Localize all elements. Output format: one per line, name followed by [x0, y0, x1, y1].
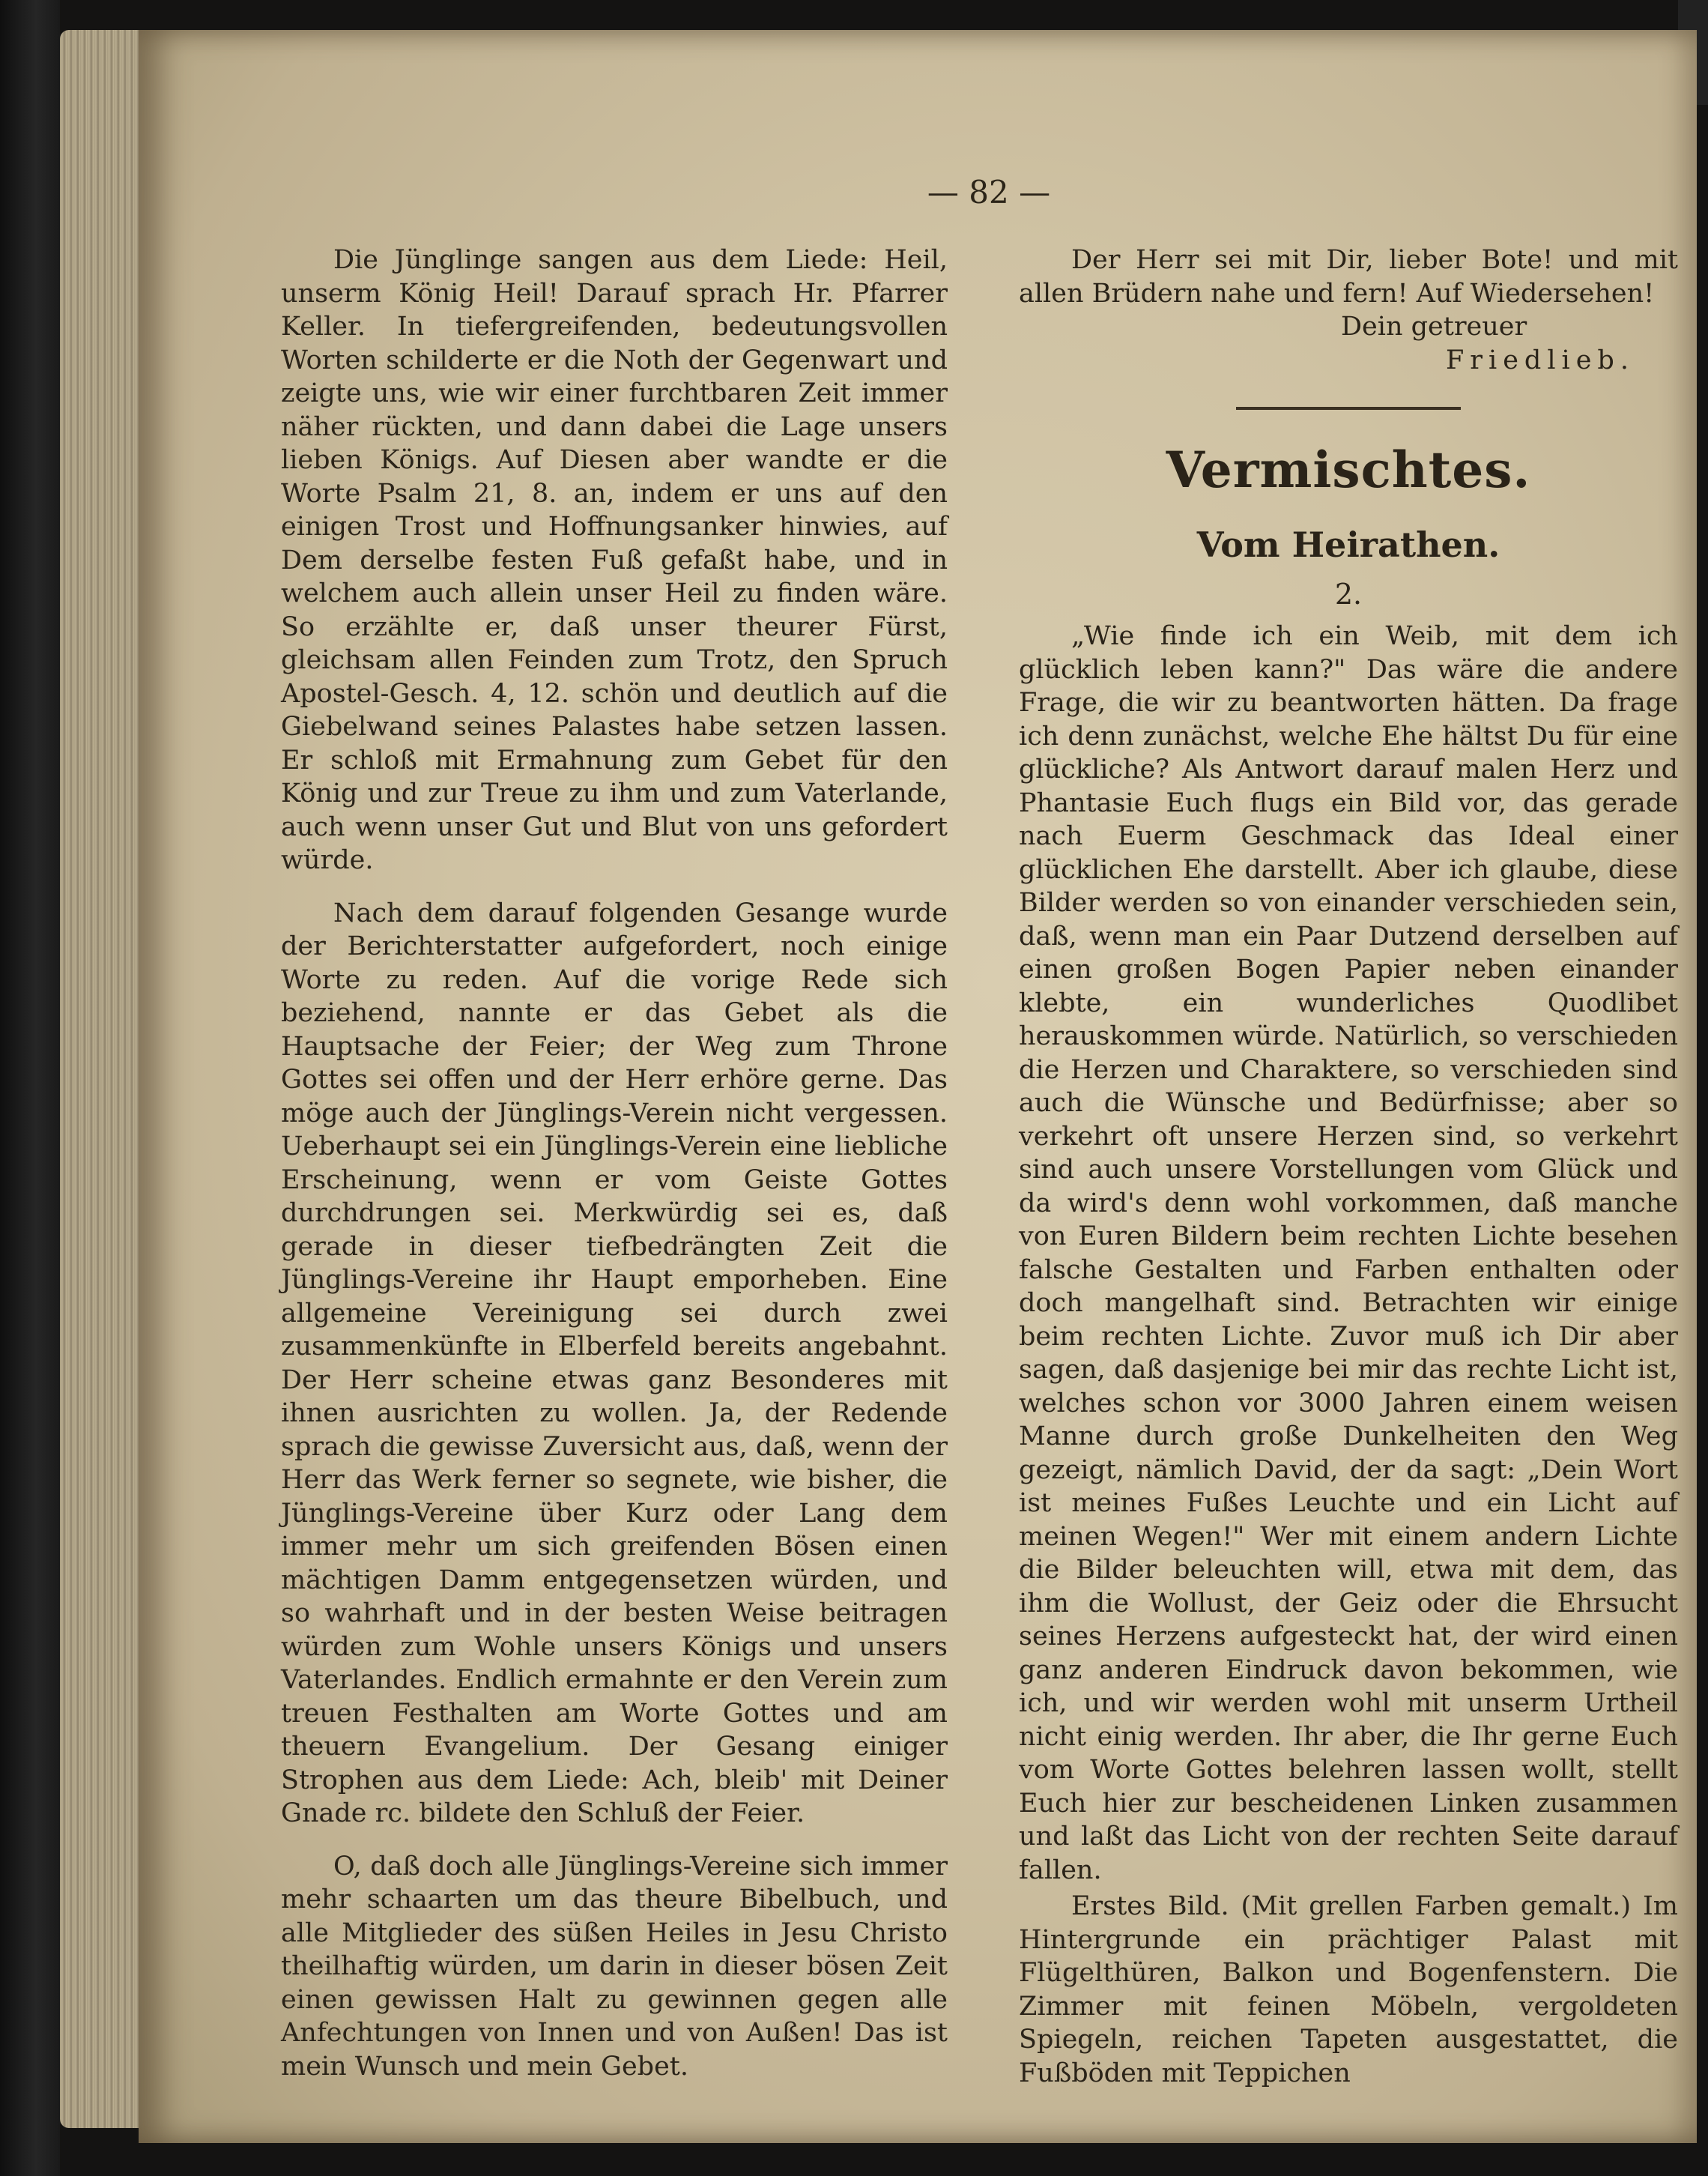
- section-title: Vermischtes.: [1166, 441, 1531, 499]
- book-cover-edge: [0, 0, 60, 2176]
- page-edges: [60, 30, 142, 2128]
- paragraph: O, daß doch alle Jünglings-Vereine sich immer mehr schaarten um das theure Bibelbuch, und alle Mitglieder des süßen Heiles in Jesu Christo theilhaftig würden, um darin in dieser bösen Zeit einen gewissen Halt zu gewinnen gegen alle Anfechtungen von Innen und von Außen! Das ist mein Wunsch und mein Gebet.: [281, 1851, 948, 2082]
- page-number: — 82 —: [927, 174, 1051, 211]
- article-title: Vom Heirathen.: [1196, 525, 1500, 565]
- closing-text: Der Herr sei mit Dir, lieber Bote! und mit allen Brüdern nahe und fern! Auf Wiedersehen!: [1019, 245, 1678, 309]
- paragraph: „Wie finde ich ein Weib, mit dem ich glücklich leben kann?" Das wäre die andere Frage, die wir zu beantworten hätten. Da frage ich denn zunächst, welche Ehe hältst Du für eine glückliche? Als Antwort darauf malen Herz und Phantasie Euch flugs ein Bild vor, das gerade nach Euerm Geschmack das Ideal einer glücklichen Ehe darstellt. Aber ich glaube, diese Bilder werden so von einander verschieden sein, daß, wenn man ein Paar Dutzend derselben auf einen großen Bogen Papier neben einander klebte, ein wunderliches Quodlibet herauskommen würde. Natürlich, so verschieden die Herzen und Charaktere, so verschieden sind auch die Wünsche und Bedürfnisse; aber so verkehrt oft unsere Herzen sind, so verkehrt sind auch unsere Vorstellungen vom Glück und da wird's denn wohl vorkommen, daß manche von Euren Bildern beim rechten Lichte besehen falsche Gestalten und Farben enthalten oder doch mangelhaft sind. Betrachten wir einige beim rechten Lichte. Zuvor muß ich Dir aber sagen, daß dasjenige bei mir das rechte Licht ist, welches schon vor 3000 Jahren einem weisen Manne durch große Dunkelheiten den Weg gezeigt, nämlich David, der da sagt: „Dein Wort ist meines Fußes Leuchte und ein Licht auf meinen Wegen!" Wer mit einem andern Lichte die Bilder beleuchten will, etwa mit dem, das ihm die Wollust, der Geiz oder die Ehrsucht seines Herzens aufgesteckt hat, der wird einen ganz anderen Eindruck davon bekommen, wie ich, und wir werden wohl mit unserm Urtheil nicht einig werden. Ihr aber, die Ihr gerne Euch vom Worte Gottes belehren lassen wollt, stellt Euch hier zur bescheidenen Linken zusammen und laßt das Licht von der rechten Seite darauf fallen.: [1019, 621, 1678, 1885]
- letter-closing: [1019, 244, 1678, 310]
- part-number: 2.: [1334, 578, 1363, 611]
- signature: Friedlieb.: [1446, 345, 1635, 375]
- left-column: [281, 244, 948, 2083]
- signoff-line: Dein getreuer: [1341, 312, 1527, 342]
- divider-rule: [1236, 407, 1461, 410]
- paragraph: Nach dem darauf folgenden Gesange wurde der Berichterstatter aufgefordert, noch einige Worte zu reden. Auf die vorige Rede sich beziehend, nannte er das Gebet als die Hauptsache der Feier; der Weg zum Throne Gottes sei offen und der Herr erhöre gerne. Das möge auch der Jünglings-Verein nicht vergessen. Ueberhaupt sei ein Jünglings-Verein eine liebliche Erscheinung, wenn er vom Geiste Gottes durchdrungen sei. Merkwürdig sei es, daß gerade in dieser tiefbedrängten Zeit die Jünglings-Vereine ihr Haupt emporheben. Eine allgemeine Vereinigung sei durch zwei zusammenkünfte in Elberfeld bereits angebahnt. Der Herr scheine etwas ganz Besonderes mit ihnen ausrichten zu wollen. Ja, der Redende sprach die gewisse Zuversicht aus, daß, wenn der Herr das Werk ferner so segnete, wie bisher, die Jünglings-Vereine über Kurz oder Lang dem immer mehr um sich greifenden Bösen einen mächtigen Damm entgegensetzen würden, und so wahrhaft und in der besten Weise beitragen würden zum Wohle unsers Königs und unsers Vaterlandes. Endlich ermahnte er den Verein zum treuen Festhalten am Worte Gottes und am theuern Evangelium. Der Gesang einiger Strophen aus dem Liede: Ach, bleib' mit Deiner Gnade rc. bildete den Schluß der Feier.: [281, 898, 948, 1828]
- paragraph: Erstes Bild. (Mit grellen Farben gemalt.) Im Hintergrunde ein prächtiger Palast mit Flügelthüren, Balkon und Bogenfenstern. Die Zimmer mit feinen Möbeln, vergoldeten Spiegeln, reichen Tapeten ausgestattet, die Fußböden mit Teppichen: [1019, 1891, 1678, 2088]
- right-column: [1019, 244, 1678, 2090]
- paragraph: Die Jünglinge sangen aus dem Liede: Heil, unserm König Heil! Darauf sprach Hr. Pfarrer Keller. In tiefergreifenden, bedeutungsvollen Worten schilderte er die Noth der Gegenwart und zeigte uns, wie wir einer furchtbaren Zeit immer näher rückten, und dann dabei die Lage unsers lieben Königs. Auf Diesen aber wandte er die Worte Psalm 21, 8. an, indem er uns auf den einigen Trost und Hoffnungsanker hinwies, auf Dem derselbe festen Fuß gefaßt habe, und in welchem auch allein unser Heil zu finden wäre. So erzählte er, daß unser theurer Fürst, gleichsam allen Feinden zum Trotz, den Spruch Apostel-Gesch. 4, 12. schön und deutlich auf die Giebelwand seines Palastes habe setzen lassen. Er schloß mit Ermahnung zum Gebet für den König und zur Treue zu ihm und zum Vaterlande, auch wenn unser Gut und Blut von uns gefordert würde.: [281, 245, 948, 875]
